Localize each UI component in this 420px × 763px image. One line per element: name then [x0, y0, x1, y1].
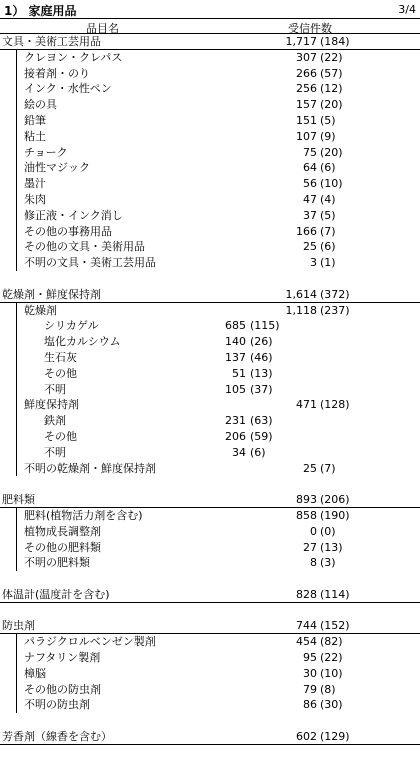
page-number: 3/4	[398, 3, 416, 16]
category-row	[0, 492, 420, 508]
row-count-paren: (30)	[320, 698, 343, 712]
row-count: 206	[225, 429, 246, 443]
indent-rule	[16, 461, 17, 477]
category-row	[0, 287, 420, 303]
row-label: 鉛筆	[24, 113, 46, 127]
category-row	[0, 587, 420, 603]
row-count: 86	[303, 698, 317, 712]
indent-rule	[16, 366, 17, 382]
row-label: 不明の肥料類	[24, 556, 90, 570]
row-count-paren: (206)	[320, 493, 350, 507]
row-count: 25	[303, 461, 317, 475]
indent-rule	[16, 634, 17, 650]
row-count: 1,614	[285, 287, 317, 301]
row-label: 接着剤・のり	[24, 66, 90, 80]
indent-rule	[16, 97, 17, 113]
row-count-paren: (13)	[320, 540, 343, 554]
indent-rule	[16, 81, 17, 97]
item-row	[0, 303, 420, 319]
row-label: 不明	[44, 382, 66, 396]
item-row	[0, 650, 420, 666]
row-count: 27	[303, 540, 317, 554]
indent-rule	[16, 555, 17, 571]
row-count-paren: (3)	[320, 556, 336, 570]
page-header	[0, 0, 420, 18]
row-count: 256	[296, 82, 317, 96]
row-label: 鮮度保持剤	[24, 398, 79, 412]
row-label: 樟脳	[24, 666, 46, 680]
indent-rule	[16, 303, 17, 319]
row-label: 体温計(温度計を含む)	[2, 587, 110, 601]
row-label: 不明	[44, 445, 66, 459]
row-count-paren: (7)	[320, 224, 336, 238]
indent-rule	[16, 255, 17, 271]
row-label: 修正液・インク消し	[24, 208, 123, 222]
row-count-paren: (46)	[250, 350, 273, 364]
row-count-paren: (184)	[320, 35, 350, 48]
item-row	[0, 697, 420, 713]
item-row	[0, 224, 420, 240]
table-body	[0, 34, 420, 745]
row-count-paren: (59)	[250, 429, 273, 443]
indent-rule	[16, 50, 17, 66]
row-count-paren: (5)	[320, 208, 336, 222]
item-row	[0, 255, 420, 271]
subitem-row	[0, 429, 420, 445]
item-row	[0, 682, 420, 698]
row-count: 64	[303, 161, 317, 175]
row-count-paren: (13)	[250, 366, 273, 380]
row-count: 30	[303, 666, 317, 680]
indent-rule	[16, 334, 17, 350]
row-count-paren: (152)	[320, 619, 350, 633]
row-count: 266	[296, 66, 317, 80]
subitem-row	[0, 350, 420, 366]
row-count: 75	[303, 145, 317, 159]
item-row	[0, 634, 420, 650]
row-count: 1,118	[285, 303, 317, 317]
row-count: 166	[296, 224, 317, 238]
row-count-paren: (5)	[320, 113, 336, 127]
indent-rule	[16, 697, 17, 713]
row-count: 157	[296, 98, 317, 112]
row-label: 鉄剤	[44, 414, 66, 428]
row-count-paren: (128)	[320, 398, 350, 412]
indent-rule	[16, 445, 17, 461]
row-count: 51	[232, 366, 246, 380]
row-label: その他	[44, 366, 77, 380]
item-row	[0, 461, 420, 477]
subitem-row	[0, 445, 420, 461]
row-count-paren: (190)	[320, 508, 350, 522]
item-row	[0, 508, 420, 524]
row-count-paren: (20)	[320, 145, 343, 159]
item-row	[0, 145, 420, 161]
row-count: 151	[296, 113, 317, 127]
row-count-paren: (6)	[320, 240, 336, 254]
row-count: 0	[310, 524, 317, 538]
row-count-paren: (22)	[320, 651, 343, 665]
row-label: 乾燥剤	[24, 303, 57, 317]
row-count-paren: (12)	[320, 82, 343, 96]
category-row	[0, 729, 420, 745]
row-count-paren: (63)	[250, 414, 273, 428]
row-label: クレヨン・クレパス	[24, 50, 123, 64]
row-label: その他の事務用品	[24, 224, 112, 238]
row-count: 231	[225, 414, 246, 428]
row-label: その他	[44, 429, 77, 443]
indent-rule	[16, 382, 17, 398]
row-label: 生石灰	[44, 350, 77, 364]
item-row	[0, 666, 420, 682]
indent-rule	[16, 208, 17, 224]
row-count: 95	[303, 651, 317, 665]
row-count: 307	[296, 50, 317, 64]
row-count: 685	[225, 319, 246, 333]
indent-rule	[16, 239, 17, 255]
indent-rule	[16, 397, 17, 413]
row-count-paren: (7)	[320, 461, 336, 475]
row-count-paren: (82)	[320, 635, 343, 649]
row-count: 105	[225, 382, 246, 396]
row-label: 不明の乾燥剤・鮮度保持剤	[24, 461, 156, 475]
row-count-paren: (37)	[250, 382, 273, 396]
indent-rule	[16, 350, 17, 366]
row-label: 肥料類	[2, 493, 35, 507]
indent-rule	[16, 192, 17, 208]
item-row	[0, 176, 420, 192]
item-row	[0, 540, 420, 556]
indent-rule	[16, 666, 17, 682]
subitem-row	[0, 413, 420, 429]
row-count-paren: (10)	[320, 666, 343, 680]
indent-rule	[16, 540, 17, 556]
indent-rule	[16, 224, 17, 240]
row-label: 芳香剤（線香を含む）	[2, 730, 112, 744]
row-label: その他の肥料類	[24, 540, 101, 554]
spacer-row	[0, 571, 420, 587]
row-count: 602	[296, 730, 317, 744]
row-label: 不明の文具・美術工芸用品	[24, 256, 156, 270]
indent-rule	[16, 318, 17, 334]
row-label: 墨汁	[24, 177, 46, 191]
row-count-paren: (4)	[320, 192, 336, 206]
row-label: 朱肉	[24, 192, 46, 206]
item-row	[0, 555, 420, 571]
item-row	[0, 129, 420, 145]
row-label: その他の文具・美術用品	[24, 240, 145, 254]
row-count: 893	[296, 493, 317, 507]
indent-rule	[16, 508, 17, 524]
row-count: 471	[296, 398, 317, 412]
row-count: 3	[310, 256, 317, 270]
row-count-paren: (372)	[320, 287, 350, 301]
row-count-paren: (8)	[320, 682, 336, 696]
row-count-paren: (114)	[320, 587, 350, 601]
row-count: 56	[303, 177, 317, 191]
row-count: 1,717	[285, 35, 317, 48]
indent-rule	[16, 176, 17, 192]
row-count: 8	[310, 556, 317, 570]
row-label: 肥料(植物活力剤を含む)	[24, 508, 143, 522]
row-count: 454	[296, 635, 317, 649]
row-count-paren: (6)	[250, 445, 266, 459]
item-row	[0, 113, 420, 129]
row-label: その他の防虫剤	[24, 682, 101, 696]
row-count-paren: (115)	[250, 319, 280, 333]
row-count: 140	[225, 335, 246, 349]
indent-rule	[16, 524, 17, 540]
row-count-paren: (22)	[320, 50, 343, 64]
indent-rule	[16, 682, 17, 698]
row-label: チョーク	[24, 145, 68, 159]
row-label: 文具・美術工芸用品	[2, 35, 101, 48]
row-count-paren: (9)	[320, 129, 336, 143]
row-label: 乾燥剤・鮮度保持剤	[2, 287, 101, 301]
row-label: 油性マジック	[24, 161, 90, 175]
row-label: インク・水性ペン	[24, 82, 112, 96]
indent-rule	[16, 413, 17, 429]
item-row	[0, 397, 420, 413]
item-row	[0, 81, 420, 97]
category-row	[0, 618, 420, 634]
indent-rule	[16, 66, 17, 82]
row-count-paren: (26)	[250, 335, 273, 349]
column-count-header: 受信件数	[288, 22, 332, 35]
spacer-row	[0, 476, 420, 492]
subitem-row	[0, 366, 420, 382]
row-label: 不明の防虫剤	[24, 698, 90, 712]
item-row	[0, 66, 420, 82]
item-row	[0, 524, 420, 540]
row-count: 47	[303, 192, 317, 206]
subitem-row	[0, 334, 420, 350]
item-row	[0, 208, 420, 224]
row-count: 828	[296, 587, 317, 601]
row-count: 744	[296, 619, 317, 633]
row-label: 絵の具	[24, 98, 57, 112]
category-row	[0, 34, 420, 50]
row-count: 137	[225, 350, 246, 364]
indent-rule	[16, 650, 17, 666]
row-label: ナフタリン製剤	[24, 651, 101, 665]
row-count-paren: (6)	[320, 161, 336, 175]
row-count: 34	[232, 445, 246, 459]
row-label: 防虫剤	[2, 619, 35, 633]
item-row	[0, 239, 420, 255]
row-label: 塩化カルシウム	[44, 335, 121, 349]
indent-rule	[16, 113, 17, 129]
row-count: 37	[303, 208, 317, 222]
item-row	[0, 192, 420, 208]
item-row	[0, 97, 420, 113]
item-row	[0, 50, 420, 66]
row-count-paren: (1)	[320, 256, 336, 270]
row-count-paren: (0)	[320, 524, 336, 538]
row-count-paren: (20)	[320, 98, 343, 112]
row-label: 粘土	[24, 129, 46, 143]
spacer-row	[0, 713, 420, 729]
row-count: 858	[296, 508, 317, 522]
row-count-paren: (129)	[320, 730, 350, 744]
row-label: 植物成長調整剤	[24, 524, 101, 538]
row-count: 79	[303, 682, 317, 696]
spacer-row	[0, 603, 420, 619]
subitem-row	[0, 318, 420, 334]
row-label: シリカゲル	[44, 319, 99, 333]
row-count-paren: (57)	[320, 66, 343, 80]
row-count-paren: (10)	[320, 177, 343, 191]
indent-rule	[16, 429, 17, 445]
row-count-paren: (237)	[320, 303, 350, 317]
row-count: 25	[303, 240, 317, 254]
spacer-row	[0, 271, 420, 287]
indent-rule	[16, 145, 17, 161]
row-count: 107	[296, 129, 317, 143]
indent-rule	[16, 129, 17, 145]
subitem-row	[0, 382, 420, 398]
column-name-header: 品目名	[86, 22, 119, 35]
row-label: パラジクロルベンゼン製剤	[24, 635, 156, 649]
item-row	[0, 160, 420, 176]
column-header	[0, 18, 420, 34]
indent-rule	[16, 160, 17, 176]
section-title: 1） 家庭用品	[4, 4, 77, 18]
